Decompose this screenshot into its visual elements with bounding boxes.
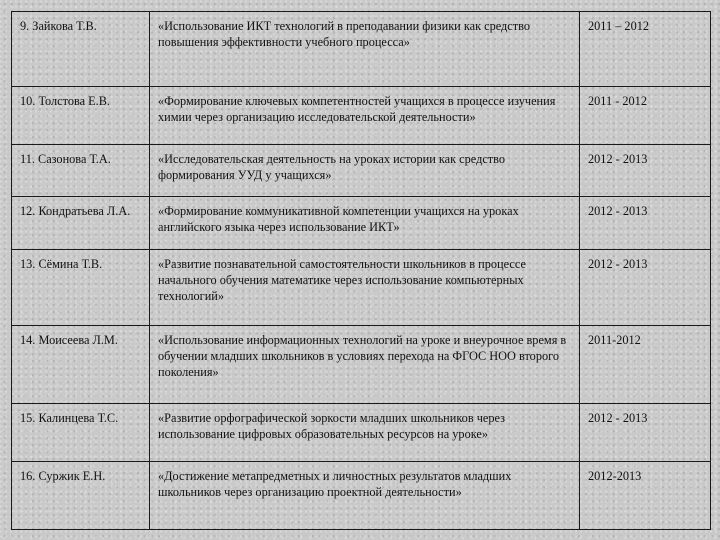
teacher-name-cell: 14. Моисеева Л.М. [12, 326, 150, 404]
teacher-name-cell: 11. Сазонова Т.А. [12, 145, 150, 197]
teacher-name-cell: 13. Сёмина Т.В. [12, 250, 150, 326]
table-row [12, 12, 711, 87]
table-row [12, 197, 711, 250]
topic-cell: «Использование ИКТ технологий в преподавании физики как средство повышения эффективности учебного процесса» [150, 12, 580, 87]
table-row [12, 404, 711, 462]
table-row [12, 145, 711, 197]
years-cell: 2012 - 2013 [580, 145, 711, 197]
years-cell: 2011 - 2012 [580, 87, 711, 145]
years-cell: 2011 – 2012 [580, 12, 711, 87]
years-cell: 2012 - 2013 [580, 250, 711, 326]
teacher-name-cell: 15. Калинцева Т.С. [12, 404, 150, 462]
topic-cell: «Формирование коммуникативной компетенции учащихся на уроках английского языка через использование ИКТ» [150, 197, 580, 250]
table-row [12, 326, 711, 404]
teacher-name-cell: 10. Толстова Е.В. [12, 87, 150, 145]
table-row [12, 462, 711, 530]
years-cell: 2012 - 2013 [580, 404, 711, 462]
years-cell: 2012-2013 [580, 462, 711, 530]
teachers-topics-table [11, 11, 711, 530]
teacher-name-cell: 12. Кондратьева Л.А. [12, 197, 150, 250]
table-row [12, 87, 711, 145]
table-row [12, 250, 711, 326]
document-table-wrapper [11, 11, 710, 529]
topic-cell: «Развитие орфографической зоркости младших школьников через использование цифровых образовательных ресурсов на уроке» [150, 404, 580, 462]
teacher-name-cell: 16. Суржик Е.Н. [12, 462, 150, 530]
topic-cell: «Достижение метапредметных и личностных результатов младших школьников через организацию проектной деятельности» [150, 462, 580, 530]
teacher-name-cell: 9. Зайкова Т.В. [12, 12, 150, 87]
topic-cell: «Формирование ключевых компетентностей учащихся в процессе изучения химии через организацию исследовательской деятельности» [150, 87, 580, 145]
years-cell: 2011-2012 [580, 326, 711, 404]
topic-cell: «Использование информационных технологий на уроке и внеурочное время в обучении младших школьников в условиях перехода на ФГОС НОО второго поколения» [150, 326, 580, 404]
years-cell: 2012 - 2013 [580, 197, 711, 250]
topic-cell: «Исследовательская деятельность на уроках истории как средство формирования УУД у учащихся» [150, 145, 580, 197]
topic-cell: «Развитие познавательной самостоятельности школьников в процессе начального обучения математике через использование компьютерных технологий» [150, 250, 580, 326]
